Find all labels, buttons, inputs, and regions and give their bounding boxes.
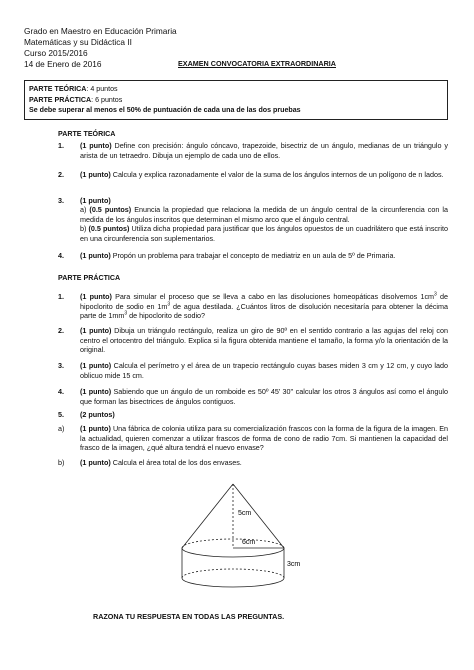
practice-points-line xyxy=(29,95,443,106)
date-line: 14 de Enero de 2016 xyxy=(24,59,102,69)
practice-p1 xyxy=(80,292,448,321)
theory-q1-points: (1 punto) xyxy=(80,141,112,150)
theory-q3a xyxy=(80,205,448,224)
course-line: Curso 2015/2016 xyxy=(24,48,88,58)
practice-p4 xyxy=(80,387,448,406)
practice-label: PARTE PRÁCTICA xyxy=(29,95,92,104)
cone-cylinder-figure xyxy=(176,482,306,592)
theory-q3a-label: a) xyxy=(80,205,90,214)
practice-p5a-points: (1 punto) xyxy=(80,424,111,433)
practice-p3-text: Calcula el perímetro y el área de un trapecio rectángulo cuyas bases miden 3 cm y 12 cm, y cuyo lado oblicuo mide 15 cm. xyxy=(80,361,448,380)
practice-p4-points: (1 punto) xyxy=(80,387,112,396)
practice-p1-text-a: Para simular el proceso que se lleva a cabo en las disoluciones homeopáticas disolvemos 1cm xyxy=(111,292,435,301)
theory-q1 xyxy=(80,141,448,160)
theory-q1-text: Define con precisión: ángulo cóncavo, trapezoide, bisectriz de un ángulo, medianas de un triángulo y arista de un tetraedro. Dibuja un ejemplo de cada uno de ellos. xyxy=(80,141,448,160)
practice-p5-points: (2 puntos) xyxy=(80,410,115,419)
practice-p4-number: 4. xyxy=(58,387,64,396)
degree-line: Grado en Maestro en Educación Primaria xyxy=(24,26,177,36)
theory-section-title: PARTE TEÓRICA xyxy=(58,130,116,138)
practice-p3 xyxy=(80,361,448,380)
practice-p2-number: 2. xyxy=(58,326,64,335)
practice-p1-text-c: de agua destilada. ¿Cuántos litros de disolución necesitaría para obtener la décima parte de 1mm xyxy=(80,301,448,321)
practice-p5b-points: (1 punto) xyxy=(80,458,111,467)
theory-points-line xyxy=(29,84,443,95)
theory-q3b-text: Utiliza dicha propiedad para justificar que los ángulos opuestos de un cuadrilátero que está inscrito en una circunferencia son suplementarios. xyxy=(80,224,449,243)
practice-p1-sup2: 3 xyxy=(167,301,171,308)
practice-p3-points: (1 punto) xyxy=(80,361,112,370)
theory-q3b-label: b) xyxy=(80,224,89,233)
theory-q3-number: 3. xyxy=(58,196,64,205)
cylinder-bottom-front xyxy=(182,578,284,587)
theory-q2 xyxy=(80,170,448,180)
radius-label: 6cm xyxy=(242,539,256,546)
document-header xyxy=(24,26,177,70)
theory-q2-text: Calcula y explica razonadamente el valor de la suma de los ángulos internos de un polígono de n lados. xyxy=(110,170,444,179)
cylinder-bottom-back xyxy=(182,569,284,578)
practice-p5a-label: a) xyxy=(58,424,65,433)
practice-section-title: PARTE PRÁCTICA xyxy=(58,274,121,282)
practice-p4-text: Sabiendo que un ángulo de un romboide es 50º 45' 30'' calcular los otros 3 ángulos así como el ángulo que forman las bisectrices de ángulos contiguos. xyxy=(80,387,448,406)
practice-p2 xyxy=(80,326,448,355)
theory-q3b-points: (0.5 puntos) xyxy=(88,224,130,233)
practice-p5b-label: b) xyxy=(58,458,65,467)
theory-q3a-text: Enuncia la propiedad que relaciona la medida de un ángulo central de la circunferencia con la medida de los ángulos inscritos que determinan el mismo arco que el ángulo central. xyxy=(80,205,448,224)
theory-q2-number: 2. xyxy=(58,170,64,179)
practice-p5 xyxy=(80,410,448,420)
theory-q4-number: 4. xyxy=(58,251,64,260)
practice-p1-points: (1 punto) xyxy=(80,292,112,301)
theory-q3a-points: (0.5 puntos) xyxy=(89,205,132,214)
theory-q2-points: (1 punto) xyxy=(80,170,111,179)
subject-line: Matemáticas y su Didáctica II xyxy=(24,37,132,47)
practice-p1-text-b: de hipoclorito de sodio en 1m xyxy=(80,292,448,311)
practice-p5-number: 5. xyxy=(58,410,64,419)
theory-q3b xyxy=(80,224,448,243)
theory-q4-text: Propón un problema para trabajar el concepto de mediatriz en un aula de 5º de Primaria. xyxy=(110,251,396,260)
theory-q1-number: 1. xyxy=(58,141,64,150)
practice-p2-text: Dibuja un triángulo rectángulo, realiza un giro de 90º en el sentido contrario a las agujas del reloj con centro el ortocentro del triángulo. Explica si la figura obtenida mantiene el tamaño, la forma y/o la orientación de la original. xyxy=(80,326,448,355)
practice-value: : 6 puntos xyxy=(91,95,123,104)
exam-title: EXAMEN CONVOCATORIA EXTRAORDINARIA xyxy=(178,59,336,68)
practice-p5b xyxy=(80,458,448,468)
practice-p1-sup1: 3 xyxy=(434,291,437,298)
theory-q4 xyxy=(80,251,448,261)
pass-requirement-note: Se debe superar al menos el 50% de puntuación de cada una de las dos pruebas xyxy=(29,106,301,114)
practice-p3-number: 3. xyxy=(58,361,64,370)
practice-p1-sup3: 3 xyxy=(124,310,128,317)
theory-value: : 4 puntos xyxy=(86,85,118,93)
theory-q4-points: (1 punto) xyxy=(80,251,111,260)
cylinder-height-label: 3cm xyxy=(287,561,301,568)
practice-p2-points: (1 punto) xyxy=(80,326,112,335)
practice-p5a-text: Una fábrica de colonia utiliza para su comercialización frascos con la forma de la figura de la imagen. En la actualidad, quieren comenzar a utilizar frascos de forma de cono de radio 7cm. Si mantienen la capacidad del frasco de la imagen, ¿qué altura tendrá el nuevo envase? xyxy=(80,424,448,453)
grading-box xyxy=(24,80,448,120)
practice-p5a xyxy=(80,424,448,453)
cone-left-edge xyxy=(182,484,233,548)
practice-p1-text-d: de hipoclorito de sodio? xyxy=(127,311,206,321)
footer-instruction: RAZONA TU RESPUESTA EN TODAS LAS PREGUNTAS. xyxy=(93,612,285,621)
practice-p5b-text: Calcula el área total de los dos envases. xyxy=(110,458,242,467)
theory-q3-points: (1 punto) xyxy=(80,196,111,205)
cone-base-front xyxy=(182,548,284,557)
theory-label: PARTE TEÓRICA xyxy=(29,85,87,93)
practice-p1-number: 1. xyxy=(58,292,64,301)
cone-height-label: 5cm xyxy=(238,510,252,517)
